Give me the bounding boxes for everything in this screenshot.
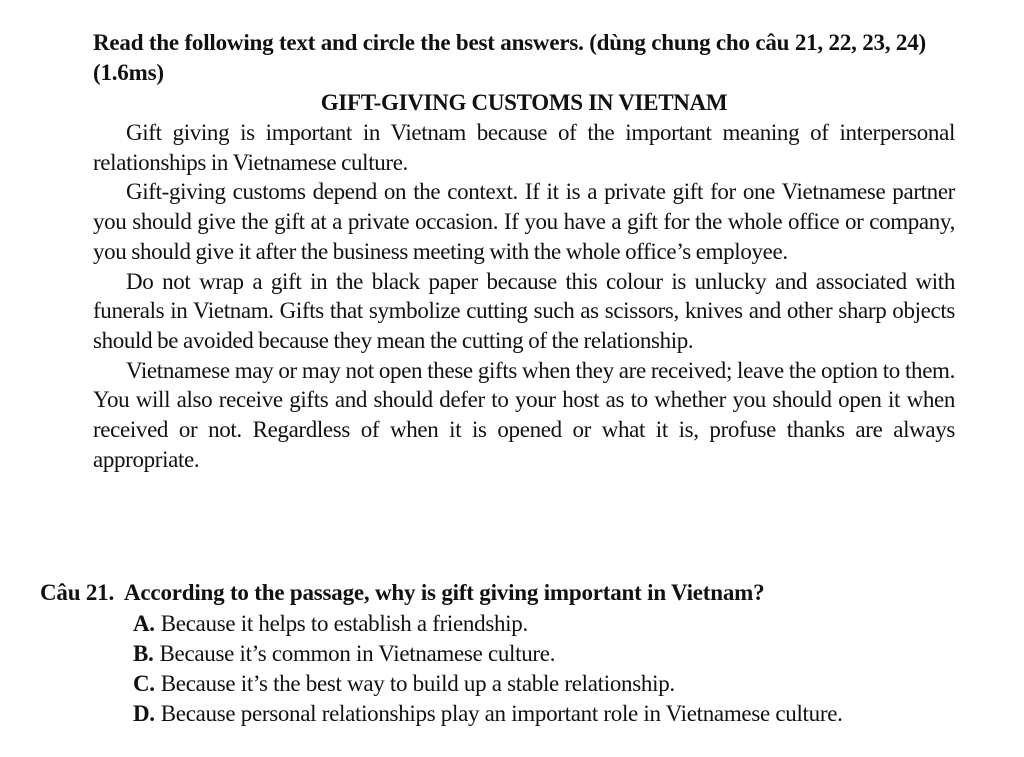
question-21 <box>40 578 960 726</box>
passage-paragraph: Vietnamese may or may not open these gifts when they are received; leave the option to them. You will also receive gifts and should defer to your host as to whether you should open it when received or not. Regardless of when it is opened or what it is, profuse thanks are always appropriate. <box>93 357 955 472</box>
option-text: Because it helps to establish a friendship. <box>160 611 528 636</box>
option-text: Because it’s the best way to build up a stable relationship. <box>160 671 675 696</box>
question-number: Câu 21. <box>40 580 115 605</box>
answer-options <box>133 609 843 729</box>
option-letter: B. <box>133 641 154 666</box>
option-letter: D. <box>133 701 155 726</box>
question-text: According to the passage, why is gift giving important in Vietnam? <box>124 580 765 605</box>
passage-title: GIFT-GIVING CUSTOMS IN VIETNAM <box>320 90 728 115</box>
option-letter: A. <box>133 611 155 636</box>
instruction-text: Read the following text and circle the best answers. (dùng chung cho câu 21, 22, 23, 24) (1.6ms) <box>93 30 926 85</box>
passage-paragraph: Gift giving is important in Vietnam because of the important meaning of interpersonal relationships in Vietnamese culture. <box>93 120 955 175</box>
answer-option-b[interactable] <box>133 639 843 669</box>
reading-passage <box>93 118 955 474</box>
passage-paragraph: Do not wrap a gift in the black paper because this colour is unlucky and associated with funerals in Vietnam. Gifts that symbolize cutting such as scissors, knives and other sharp objects should be avoided because they mean the cutting of the relationship. <box>93 268 955 353</box>
option-text: Because personal relationships play an important role in Vietnamese culture. <box>160 701 843 726</box>
answer-option-a[interactable] <box>133 609 843 639</box>
question-stem <box>40 578 960 608</box>
answer-option-d[interactable] <box>133 699 843 729</box>
option-text: Because it’s common in Vietnamese culture. <box>159 641 556 666</box>
option-letter: C. <box>133 671 155 696</box>
passage-paragraph: Gift-giving customs depend on the context. If it is a private gift for one Vietnamese partner you should give the gift at a private occasion. If you have a gift for the whole office or company, you should give it after the business meeting with the whole office’s employee. <box>93 179 955 264</box>
answer-option-c[interactable] <box>133 669 843 699</box>
